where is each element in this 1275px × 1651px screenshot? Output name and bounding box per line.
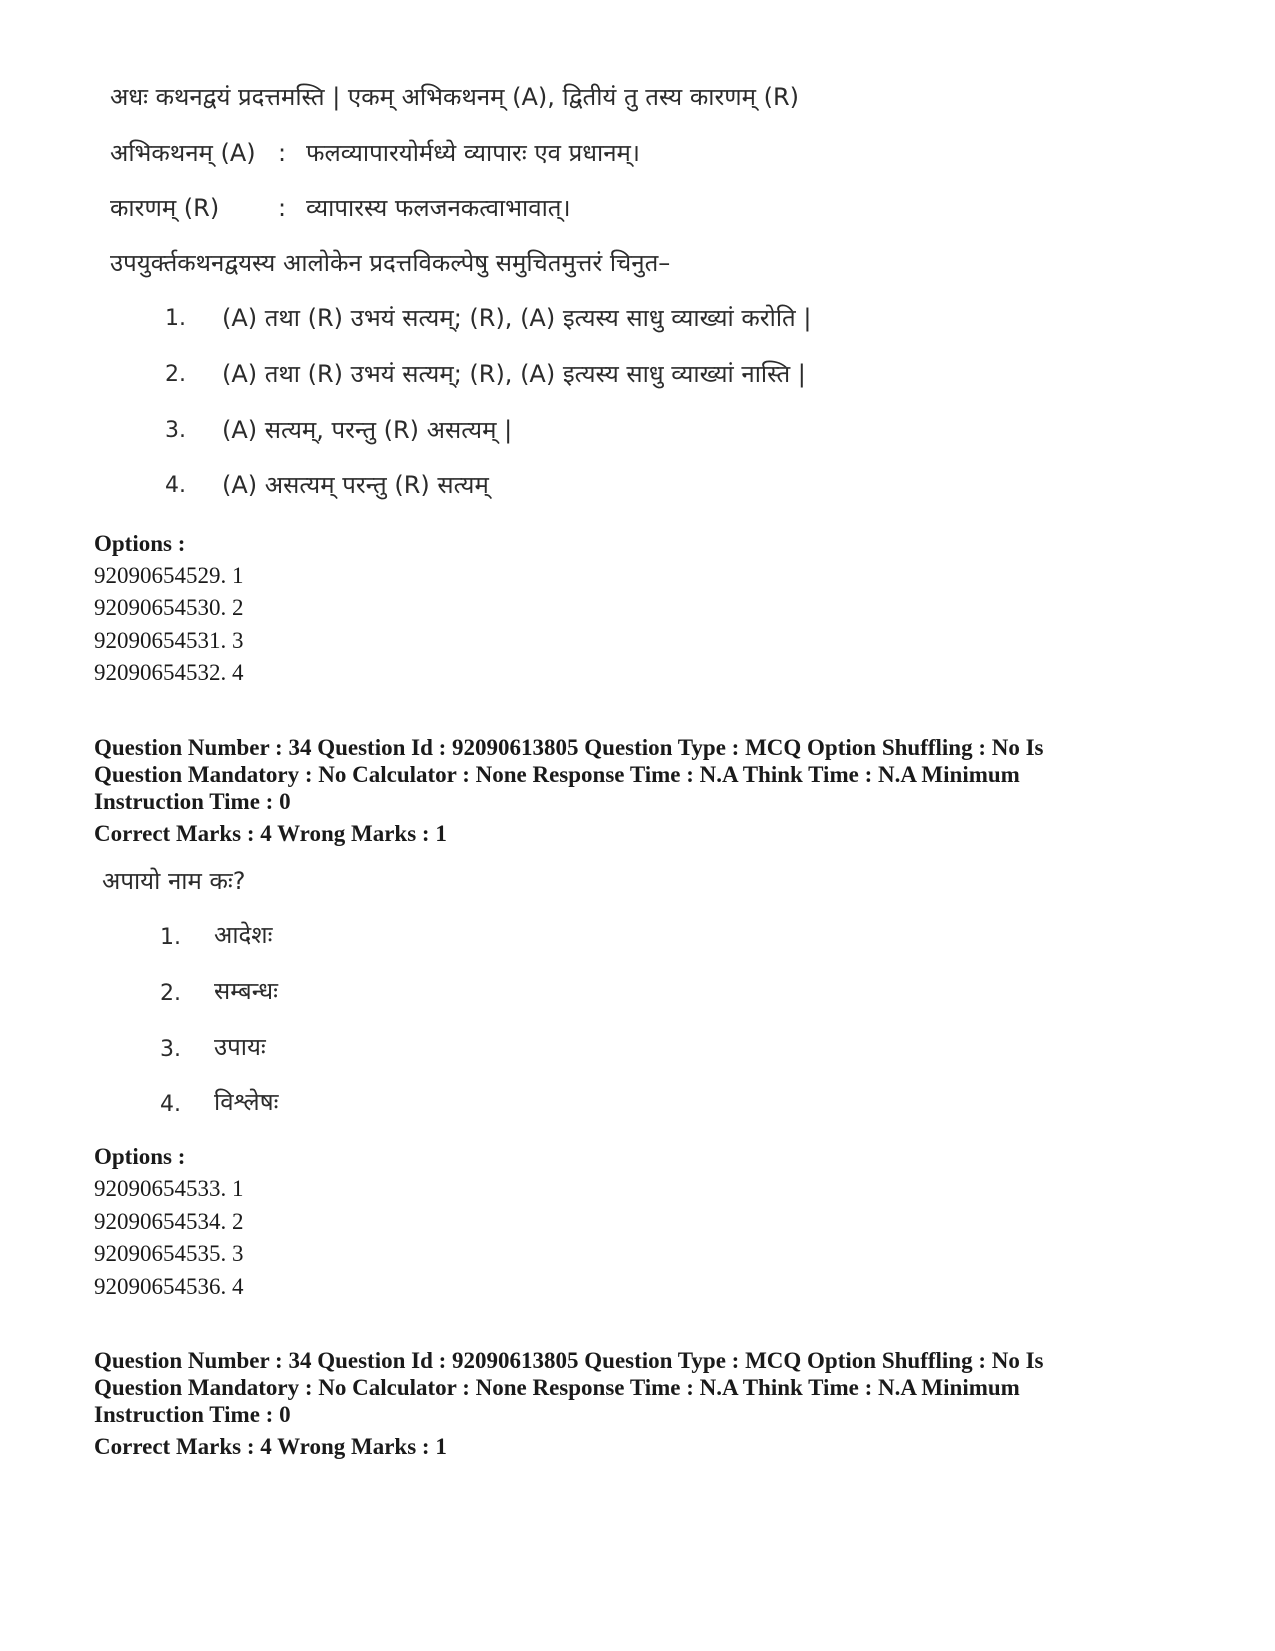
assertion-label: अभिकथनम् (A) xyxy=(110,139,256,167)
option-row: 92090654532. 4 xyxy=(94,660,244,685)
reason-label: कारणम् (R) xyxy=(110,194,220,222)
choice-number: 2. xyxy=(165,362,186,387)
choice-text: (A) तथा (R) उभयं सत्यम्; (R), (A) इत्यस्य साधु व्याख्यां नास्ति | xyxy=(222,360,806,388)
question-meta-line: Question Number : 34 Question Id : 92090613805 Question Type : MCQ Option Shuffling : No Is xyxy=(94,735,1044,760)
question-meta-line: Question Mandatory : No Calculator : None Response Time : N.A Think Time : N.A Minimum xyxy=(94,762,1020,787)
question-meta-line: Instruction Time : 0 xyxy=(94,1402,291,1427)
options-heading: Options : xyxy=(94,1144,186,1169)
question-meta-line: Question Mandatory : No Calculator : None Response Time : N.A Think Time : N.A Minimum xyxy=(94,1375,1020,1400)
question-meta-line: Question Number : 34 Question Id : 92090613805 Question Type : MCQ Option Shuffling : No Is xyxy=(94,1348,1044,1373)
choice-text: (A) असत्यम् परन्तु (R) सत्यम् xyxy=(222,471,489,499)
choice-number: 3. xyxy=(165,418,186,443)
option-row: 92090654531. 3 xyxy=(94,628,244,653)
choice-text: विश्लेषः xyxy=(214,1088,279,1116)
assertion-line xyxy=(110,138,710,168)
choice-text: (A) सत्यम्, परन्तु (R) असत्यम् | xyxy=(222,416,513,444)
question-instruction: उपयुर्क्तकथनद्वयस्य आलोकेन प्रदत्तविकल्पेषु समुचितमुत्तरं चिनुत– xyxy=(110,249,671,277)
question-marks: Correct Marks : 4 Wrong Marks : 1 xyxy=(94,821,447,846)
assertion-colon: : xyxy=(278,139,287,167)
option-row: 92090654529. 1 xyxy=(94,563,244,588)
assertion-text: फलव्यापारयोर्मध्ये व्यापारः एव प्रधानम्। xyxy=(306,139,640,167)
option-row: 92090654533. 1 xyxy=(94,1176,244,1201)
choice-number: 4. xyxy=(165,473,186,498)
option-row: 92090654534. 2 xyxy=(94,1209,244,1234)
question-prompt: अपायो नाम कः? xyxy=(102,867,246,895)
choice-number: 2. xyxy=(160,981,181,1006)
choice-number: 4. xyxy=(160,1092,181,1117)
question-marks: Correct Marks : 4 Wrong Marks : 1 xyxy=(94,1434,447,1459)
choice-number: 3. xyxy=(160,1037,181,1062)
options-heading: Options : xyxy=(94,531,186,556)
option-row: 92090654530. 2 xyxy=(94,595,244,620)
option-row: 92090654536. 4 xyxy=(94,1274,244,1299)
question-meta-line: Instruction Time : 0 xyxy=(94,789,291,814)
choice-text: उपायः xyxy=(214,1033,266,1061)
option-row: 92090654535. 3 xyxy=(94,1241,244,1266)
choice-text: (A) तथा (R) उभयं सत्यम्; (R), (A) इत्यस्य साधु व्याख्यां करोति | xyxy=(222,304,812,332)
reason-line xyxy=(110,193,710,223)
reason-text: व्यापारस्य फलजनकत्वाभावात्। xyxy=(306,194,571,222)
reason-colon: : xyxy=(278,194,287,222)
choice-text: आदेशः xyxy=(214,921,273,949)
choice-text: सम्बन्धः xyxy=(214,977,278,1005)
question-intro: अधः कथनद्वयं प्रदत्तमस्ति | एकम् अभिकथनम् (A), द्वितीयं तु तस्य कारणम् (R) xyxy=(110,83,800,111)
choice-number: 1. xyxy=(160,925,181,950)
choice-number: 1. xyxy=(165,306,186,331)
